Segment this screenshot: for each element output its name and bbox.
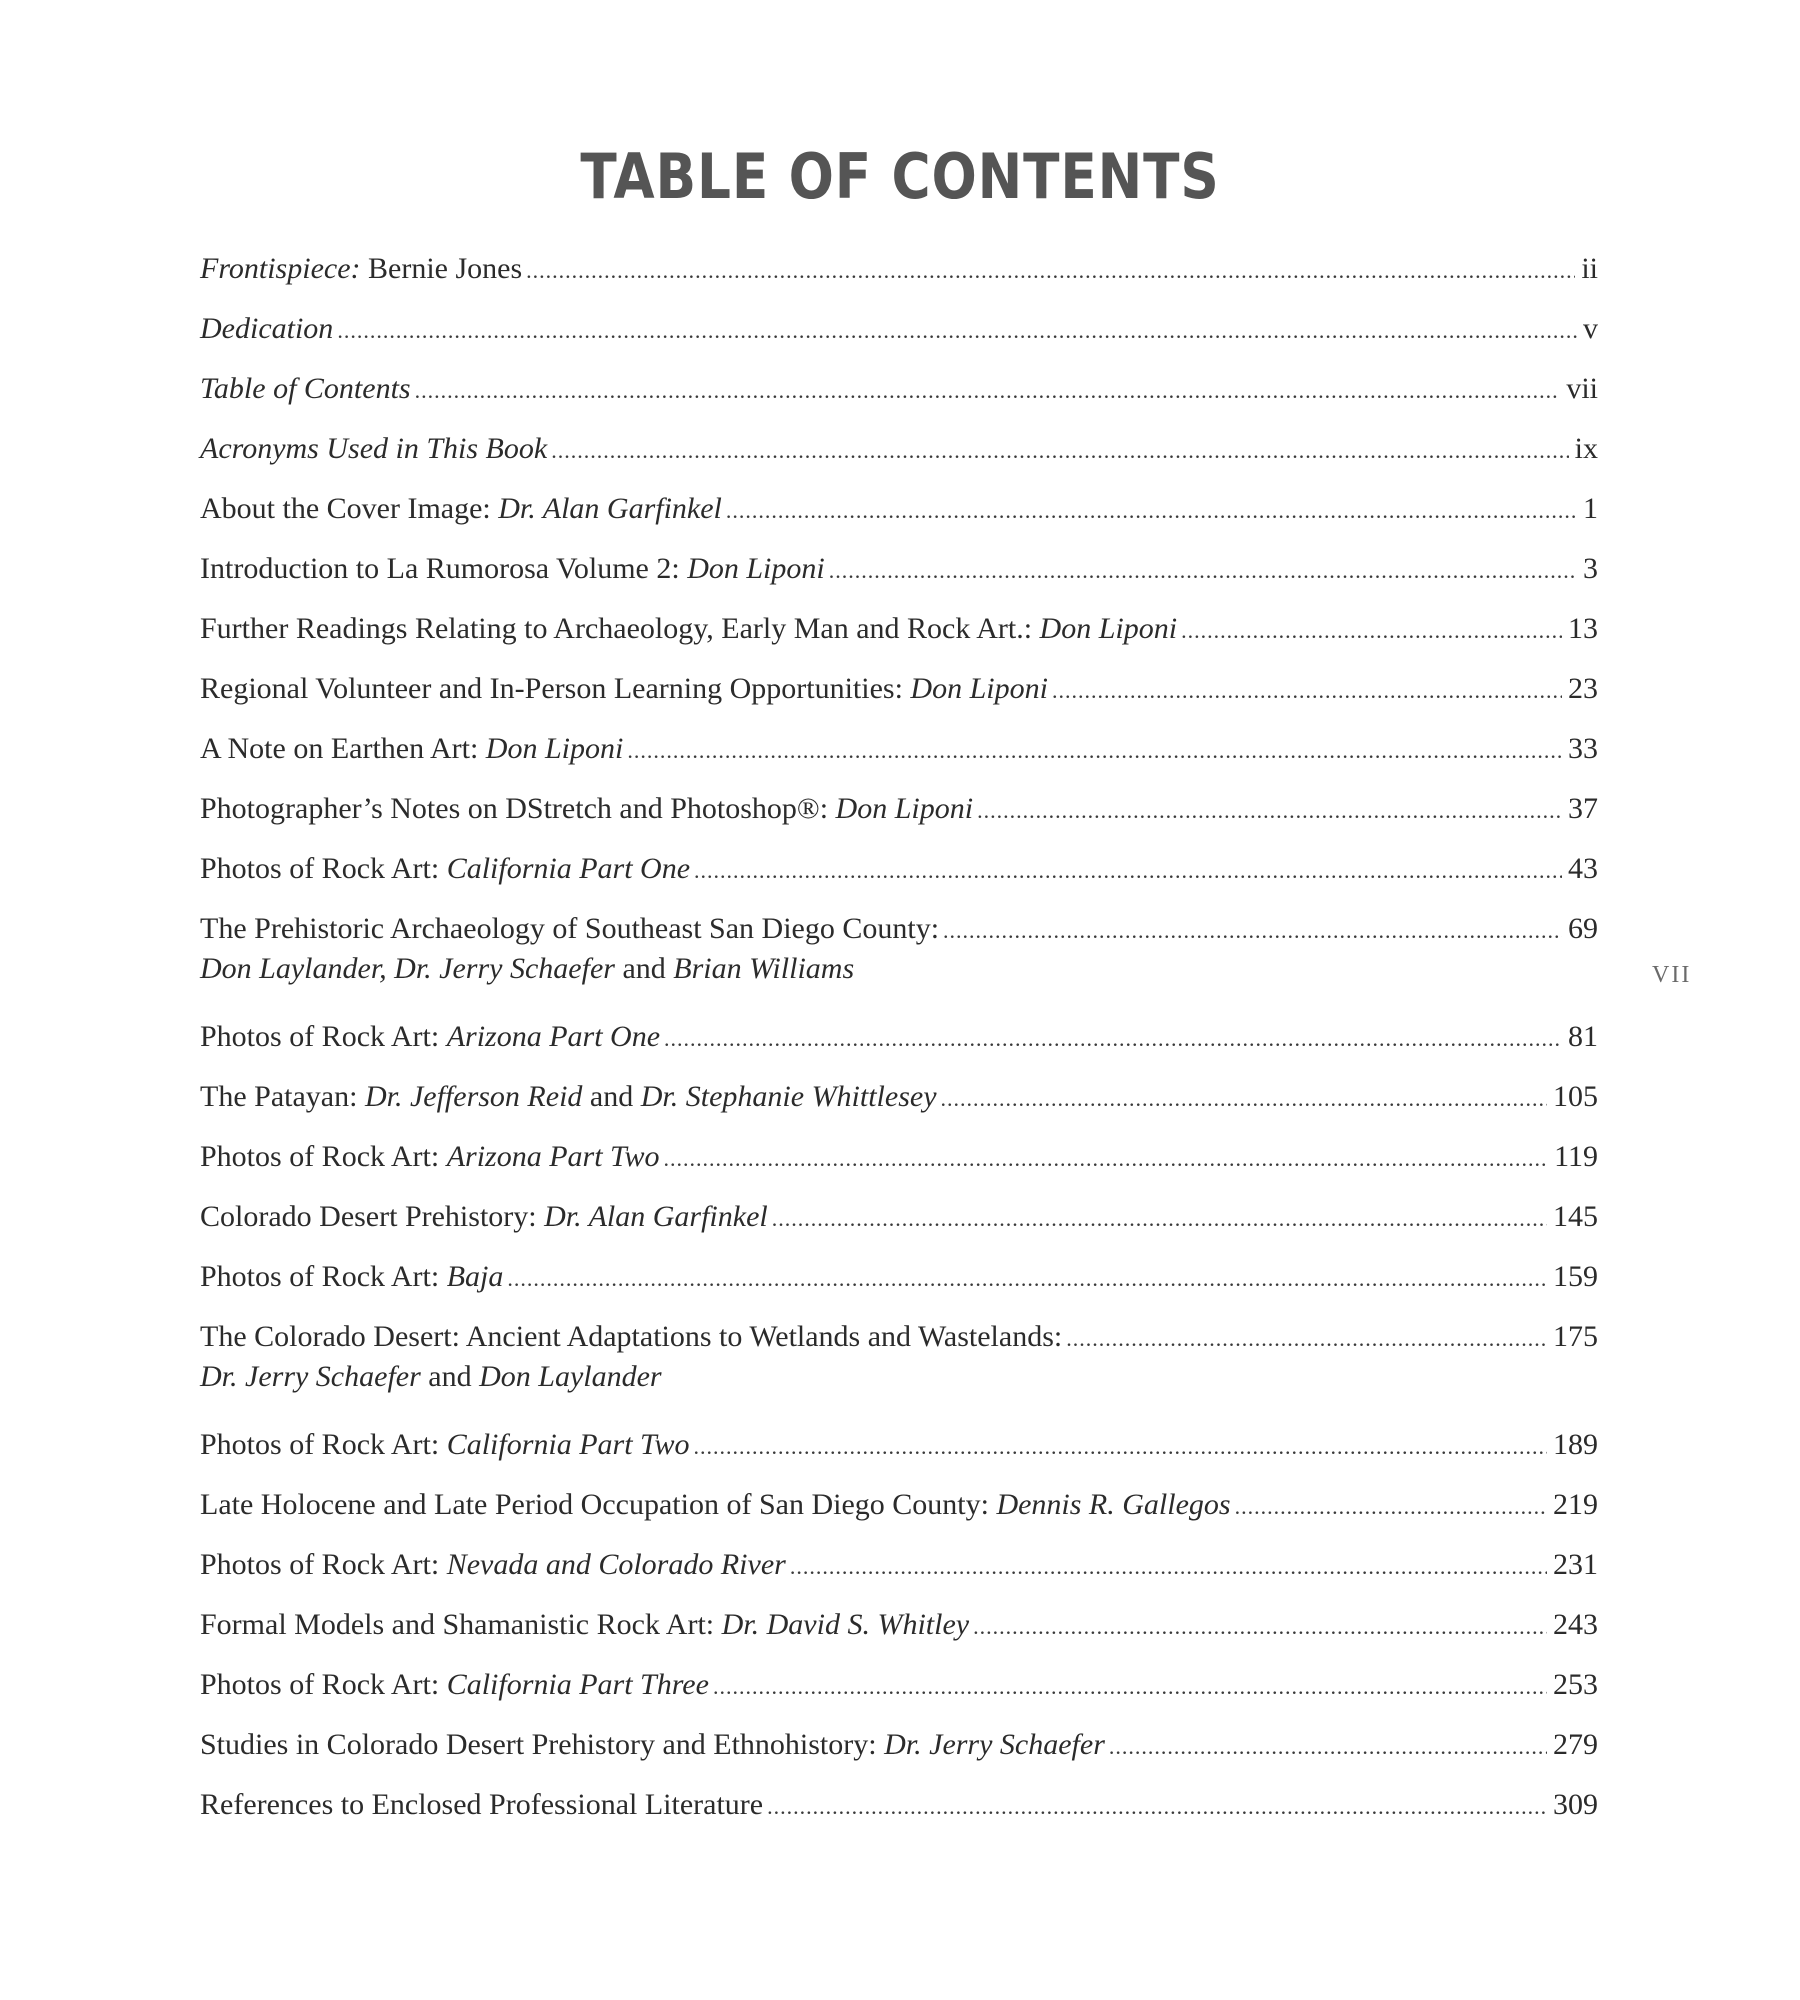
- page-number: ix: [1574, 432, 1598, 465]
- entry-title: Introduction to La Rumorosa Volume 2: Don Liponi: [200, 552, 825, 585]
- page-number: 1: [1583, 492, 1598, 525]
- dot-leader: [507, 1260, 1547, 1298]
- entry-title: Photos of Rock Art: Arizona Part One: [200, 1020, 661, 1053]
- entry-title: Studies in Colorado Desert Prehistory and Ethnohistory: Dr. Jerry Schaefer: [200, 1728, 1105, 1761]
- dot-leader: [627, 732, 1562, 770]
- page-number: 145: [1553, 1200, 1598, 1233]
- toc-entry: [200, 1198, 1598, 1238]
- toc-entry: [200, 1138, 1598, 1178]
- toc-entry: [200, 310, 1598, 350]
- entry-title: Acronyms Used in This Book: [200, 432, 548, 465]
- page-folio: VII: [1652, 962, 1692, 988]
- page-number: vii: [1566, 372, 1598, 405]
- dot-leader: [726, 492, 1577, 530]
- dot-leader: [1066, 1320, 1547, 1358]
- table-of-contents: [200, 250, 1598, 1846]
- entry-title: Photos of Rock Art: Baja: [200, 1260, 504, 1293]
- toc-entry: [200, 1546, 1598, 1586]
- toc-entry: [200, 1606, 1598, 1646]
- dot-leader: [772, 1200, 1547, 1238]
- entry-title: References to Enclosed Professional Literature: [200, 1788, 764, 1821]
- dot-leader: [790, 1548, 1547, 1586]
- dot-leader: [943, 912, 1562, 950]
- page-title: TABLE OF CONTENTS: [580, 140, 1220, 213]
- page-number: 243: [1553, 1608, 1598, 1641]
- dot-leader: [973, 1608, 1547, 1646]
- dot-leader: [1181, 612, 1562, 650]
- dot-leader: [551, 432, 1568, 470]
- entry-authors: Don Laylander, Dr. Jerry Schaefer and Brian Williams: [200, 952, 855, 985]
- page-number: 105: [1553, 1080, 1598, 1113]
- toc-entry: [200, 730, 1598, 770]
- toc-entry: [200, 250, 1598, 290]
- toc-entry: [200, 1786, 1598, 1826]
- entry-title: The Prehistoric Archaeology of Southeast San Diego County:: [200, 912, 940, 945]
- page-number: 175: [1553, 1320, 1598, 1353]
- page-number: 219: [1553, 1488, 1598, 1521]
- page-number: 23: [1568, 672, 1598, 705]
- dot-leader: [1052, 672, 1562, 710]
- page-number: v: [1583, 312, 1598, 345]
- page-number: 37: [1568, 792, 1598, 825]
- page-number: 279: [1553, 1728, 1598, 1761]
- page-number: 231: [1553, 1548, 1598, 1581]
- toc-entry: [200, 1078, 1598, 1118]
- toc-entry: [200, 850, 1598, 890]
- toc-entry: [200, 1258, 1598, 1298]
- entry-authors: Dr. Jerry Schaefer and Don Laylander: [200, 1360, 662, 1393]
- toc-entry: [200, 430, 1598, 470]
- dot-leader: [664, 1140, 1549, 1178]
- entry-title: The Patayan: Dr. Jefferson Reid and Dr. Stephanie Whittlesey: [200, 1080, 937, 1113]
- toc-entry: [200, 670, 1598, 710]
- dot-leader: [713, 1668, 1547, 1706]
- entry-title: Photos of Rock Art: California Part Three: [200, 1668, 709, 1701]
- dot-leader: [694, 852, 1562, 890]
- page-number: ii: [1581, 252, 1598, 285]
- toc-entry: [200, 790, 1598, 830]
- page-number: 13: [1568, 612, 1598, 645]
- toc-entry: [200, 1018, 1598, 1058]
- toc-entry: [200, 1318, 1598, 1396]
- page-number: 81: [1568, 1020, 1598, 1053]
- dot-leader: [1109, 1728, 1547, 1766]
- entry-title: The Colorado Desert: Ancient Adaptations to Wetlands and Wastelands:: [200, 1320, 1063, 1353]
- dot-leader: [337, 312, 1577, 350]
- toc-entry: [200, 370, 1598, 410]
- dot-leader: [415, 372, 1561, 410]
- page-number: 189: [1553, 1428, 1598, 1461]
- toc-entry: [200, 1426, 1598, 1466]
- entry-title: Photographer’s Notes on DStretch and Photoshop®: Don Liponi: [200, 792, 974, 825]
- toc-entry: [200, 910, 1598, 988]
- entry-title: Regional Volunteer and In-Person Learning Opportunities: Don Liponi: [200, 672, 1048, 705]
- entry-title: Late Holocene and Late Period Occupation of San Diego County: Dennis R. Gallegos: [200, 1488, 1231, 1521]
- page-number: 159: [1553, 1260, 1598, 1293]
- page-number: 3: [1583, 552, 1598, 585]
- dot-leader: [829, 552, 1577, 590]
- toc-entry: [200, 1726, 1598, 1766]
- dot-leader: [1235, 1488, 1547, 1526]
- page-number: 253: [1553, 1668, 1598, 1701]
- entry-title: Dedication: [200, 312, 334, 345]
- entry-title: Frontispiece: Bernie Jones: [200, 252, 523, 285]
- dot-leader: [941, 1080, 1547, 1118]
- page-number: 69: [1568, 912, 1598, 945]
- entry-title: Photos of Rock Art: California Part One: [200, 852, 691, 885]
- entry-title: Formal Models and Shamanistic Rock Art: Dr. David S. Whitley: [200, 1608, 970, 1641]
- page-number: 309: [1553, 1788, 1598, 1821]
- entry-title: A Note on Earthen Art: Don Liponi: [200, 732, 624, 765]
- toc-entry: [200, 490, 1598, 530]
- dot-leader: [526, 252, 1575, 290]
- toc-entry: [200, 1666, 1598, 1706]
- page-number: 43: [1568, 852, 1598, 885]
- entry-title: About the Cover Image: Dr. Alan Garfinkel: [200, 492, 722, 525]
- toc-entry: [200, 610, 1598, 650]
- page-number: 119: [1554, 1140, 1598, 1173]
- dot-leader: [977, 792, 1562, 830]
- entry-title: Table of Contents: [200, 372, 411, 405]
- entry-title: Further Readings Relating to Archaeology, Early Man and Rock Art.: Don Liponi: [200, 612, 1178, 645]
- dot-leader: [694, 1428, 1547, 1466]
- toc-entry: [200, 1486, 1598, 1526]
- entry-title: Photos of Rock Art: California Part Two: [200, 1428, 690, 1461]
- toc-entry: [200, 550, 1598, 590]
- entry-title: Photos of Rock Art: Nevada and Colorado River: [200, 1548, 786, 1581]
- entry-title: Photos of Rock Art: Arizona Part Two: [200, 1140, 660, 1173]
- entry-title: Colorado Desert Prehistory: Dr. Alan Garfinkel: [200, 1200, 768, 1233]
- dot-leader: [664, 1020, 1562, 1058]
- page-number: 33: [1568, 732, 1598, 765]
- dot-leader: [767, 1788, 1547, 1826]
